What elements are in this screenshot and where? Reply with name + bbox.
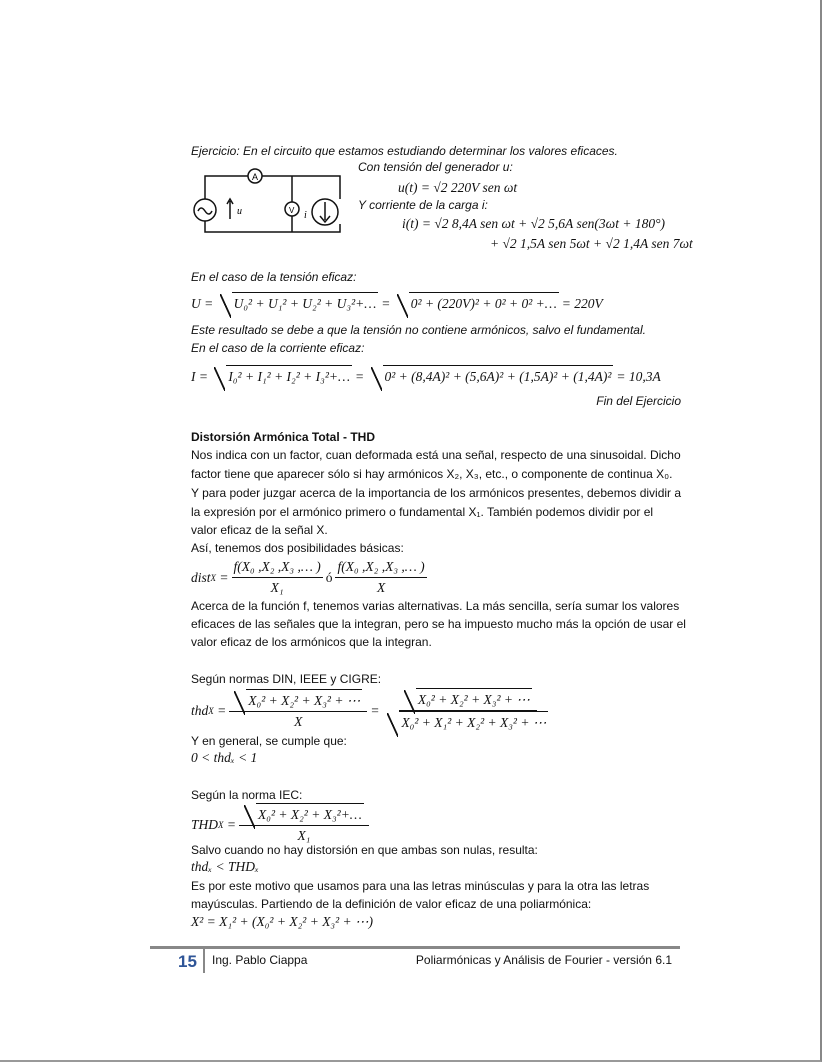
svg-text:V: V <box>289 206 295 215</box>
thd-THD-inequality: thdₓ < THDₓ <box>191 859 259 874</box>
generator-label: Con tensión del generador u: <box>358 160 513 174</box>
circuit-diagram <box>190 164 350 236</box>
para1-line: Y para poder juzgar acerca de la importancia de los armónicos presentes, debemos dividir a <box>191 486 682 500</box>
thd-heading: Distorsión Armónica Total - THD <box>191 430 376 444</box>
para1-line: Nos indica con un factor, cuan deformada está una señal, respecto de una sinusoidal. Dicho <box>191 448 681 462</box>
thd-inequality: 0 < thdₓ < 1 <box>191 750 258 765</box>
svg-text:i: i <box>304 210 307 221</box>
iec-label: Según la norma IEC: <box>191 788 303 802</box>
X2-formula: X² = X₁² + (X₀² + X₂² + X₃² + ⋯) <box>191 914 374 929</box>
voltage-note: Este resultado se debe a que la tensión no contiene armónicos, salvo el fundamental. <box>191 323 646 337</box>
voltage-intro: En el caso de la tensión eficaz: <box>191 270 357 284</box>
footer-author: Ing. Pablo Ciappa <box>212 953 308 967</box>
para1-line: valor eficaz de la señal X. <box>191 523 328 537</box>
U-rms-formula: U = U₀² + U₁² + U₂² + U₃²+… = 0² + (220V)² + 0² + 0² +… = 220V <box>191 292 603 314</box>
thd-formula: thd X = $\frac{\text{X₀² + X₂² + X₃² + ⋯}}{X}$ = $\frac{\text{X₀² + X₂² + X₃² + ⋯}}{\text{X₀² + X₁² + X₂² + X₃² + ⋯}}$ <box>191 688 556 733</box>
exercise-end: Fin del Ejercicio <box>596 394 681 408</box>
i-formula-line2: + √2 1,5A sen 5ωt + √2 1,4A sen 7ωt <box>490 236 693 251</box>
din-label: Según normas DIN, IEEE y CIGRE: <box>191 672 382 686</box>
para1-line: factor tiene que aparecer sólo si hay armónicos X₂, X₃, etc., o componente de continua X₀. <box>191 467 673 481</box>
page-number: 15 <box>178 952 197 971</box>
para3-line: Acerca de la función f, tenemos varias alternativas. La más sencilla, sería sumar los valores <box>191 599 680 613</box>
exercise-title: Ejercicio: En el circuito que estamos estudiando determinar los valores eficaces. <box>191 144 618 158</box>
para1-line: la expresión por el armónico primero o fundamental X₁. También podemos dividir por el <box>191 505 654 519</box>
svg-text:u: u <box>237 206 242 217</box>
footer-rule <box>150 946 680 949</box>
THD-formula: THD X = $\frac{\text{X₀² + X₂² + X₃²+…}}{\text{X₁}}$ <box>191 803 372 846</box>
load-label: Y corriente de la carga i: <box>358 198 488 212</box>
i-formula-line1: i(t) = √2 8,4A sen ωt + √2 5,6A sen(3ωt + 180°) <box>402 216 665 231</box>
para3-line: valor eficaz de los armónicos que la integran. <box>191 635 432 649</box>
salvo-text: Salvo cuando no hay distorsión en que ambas son nulas, resulta: <box>191 843 538 857</box>
svg-text:A: A <box>252 172 259 182</box>
dist-formula: dist X = $\frac{\text{f(X₀ ,X₂ ,X₃ ,… )}}{\text{X₁}}$ ó $\frac{\text{f(X₀ ,X₂ ,X₃ ,… )}}{X}$ <box>191 559 425 595</box>
footer-separator <box>203 949 205 973</box>
current-intro: En el caso de la corriente eficaz: <box>191 341 365 355</box>
para4-line: mayúsculas. Partiendo de la definición de valor eficaz de una poliarmónica: <box>191 897 592 911</box>
general-label: Y en general, se cumple que: <box>191 734 347 748</box>
para4-line: Es por este motivo que usamos para una las letras minúsculas y para la otra las letras <box>191 879 650 893</box>
I-rms-formula: I = I₀² + I₁² + I₂² + I₃²+… = 0² + (8,4A)² + (5,6A)² + (1,5A)² + (1,4A)² = 10,3A <box>191 365 661 387</box>
footer-title: Poliarmónicas y Análisis de Fourier - versión 6.1 <box>415 953 672 967</box>
para2: Así, tenemos dos posibilidades básicas: <box>191 541 404 555</box>
u-formula: u(t) = √2 220V sen ωt <box>398 180 518 195</box>
para3-line: eficaces de las señales que la integran, pero se ha impuesto mucho más la opción de usar el <box>191 617 686 631</box>
